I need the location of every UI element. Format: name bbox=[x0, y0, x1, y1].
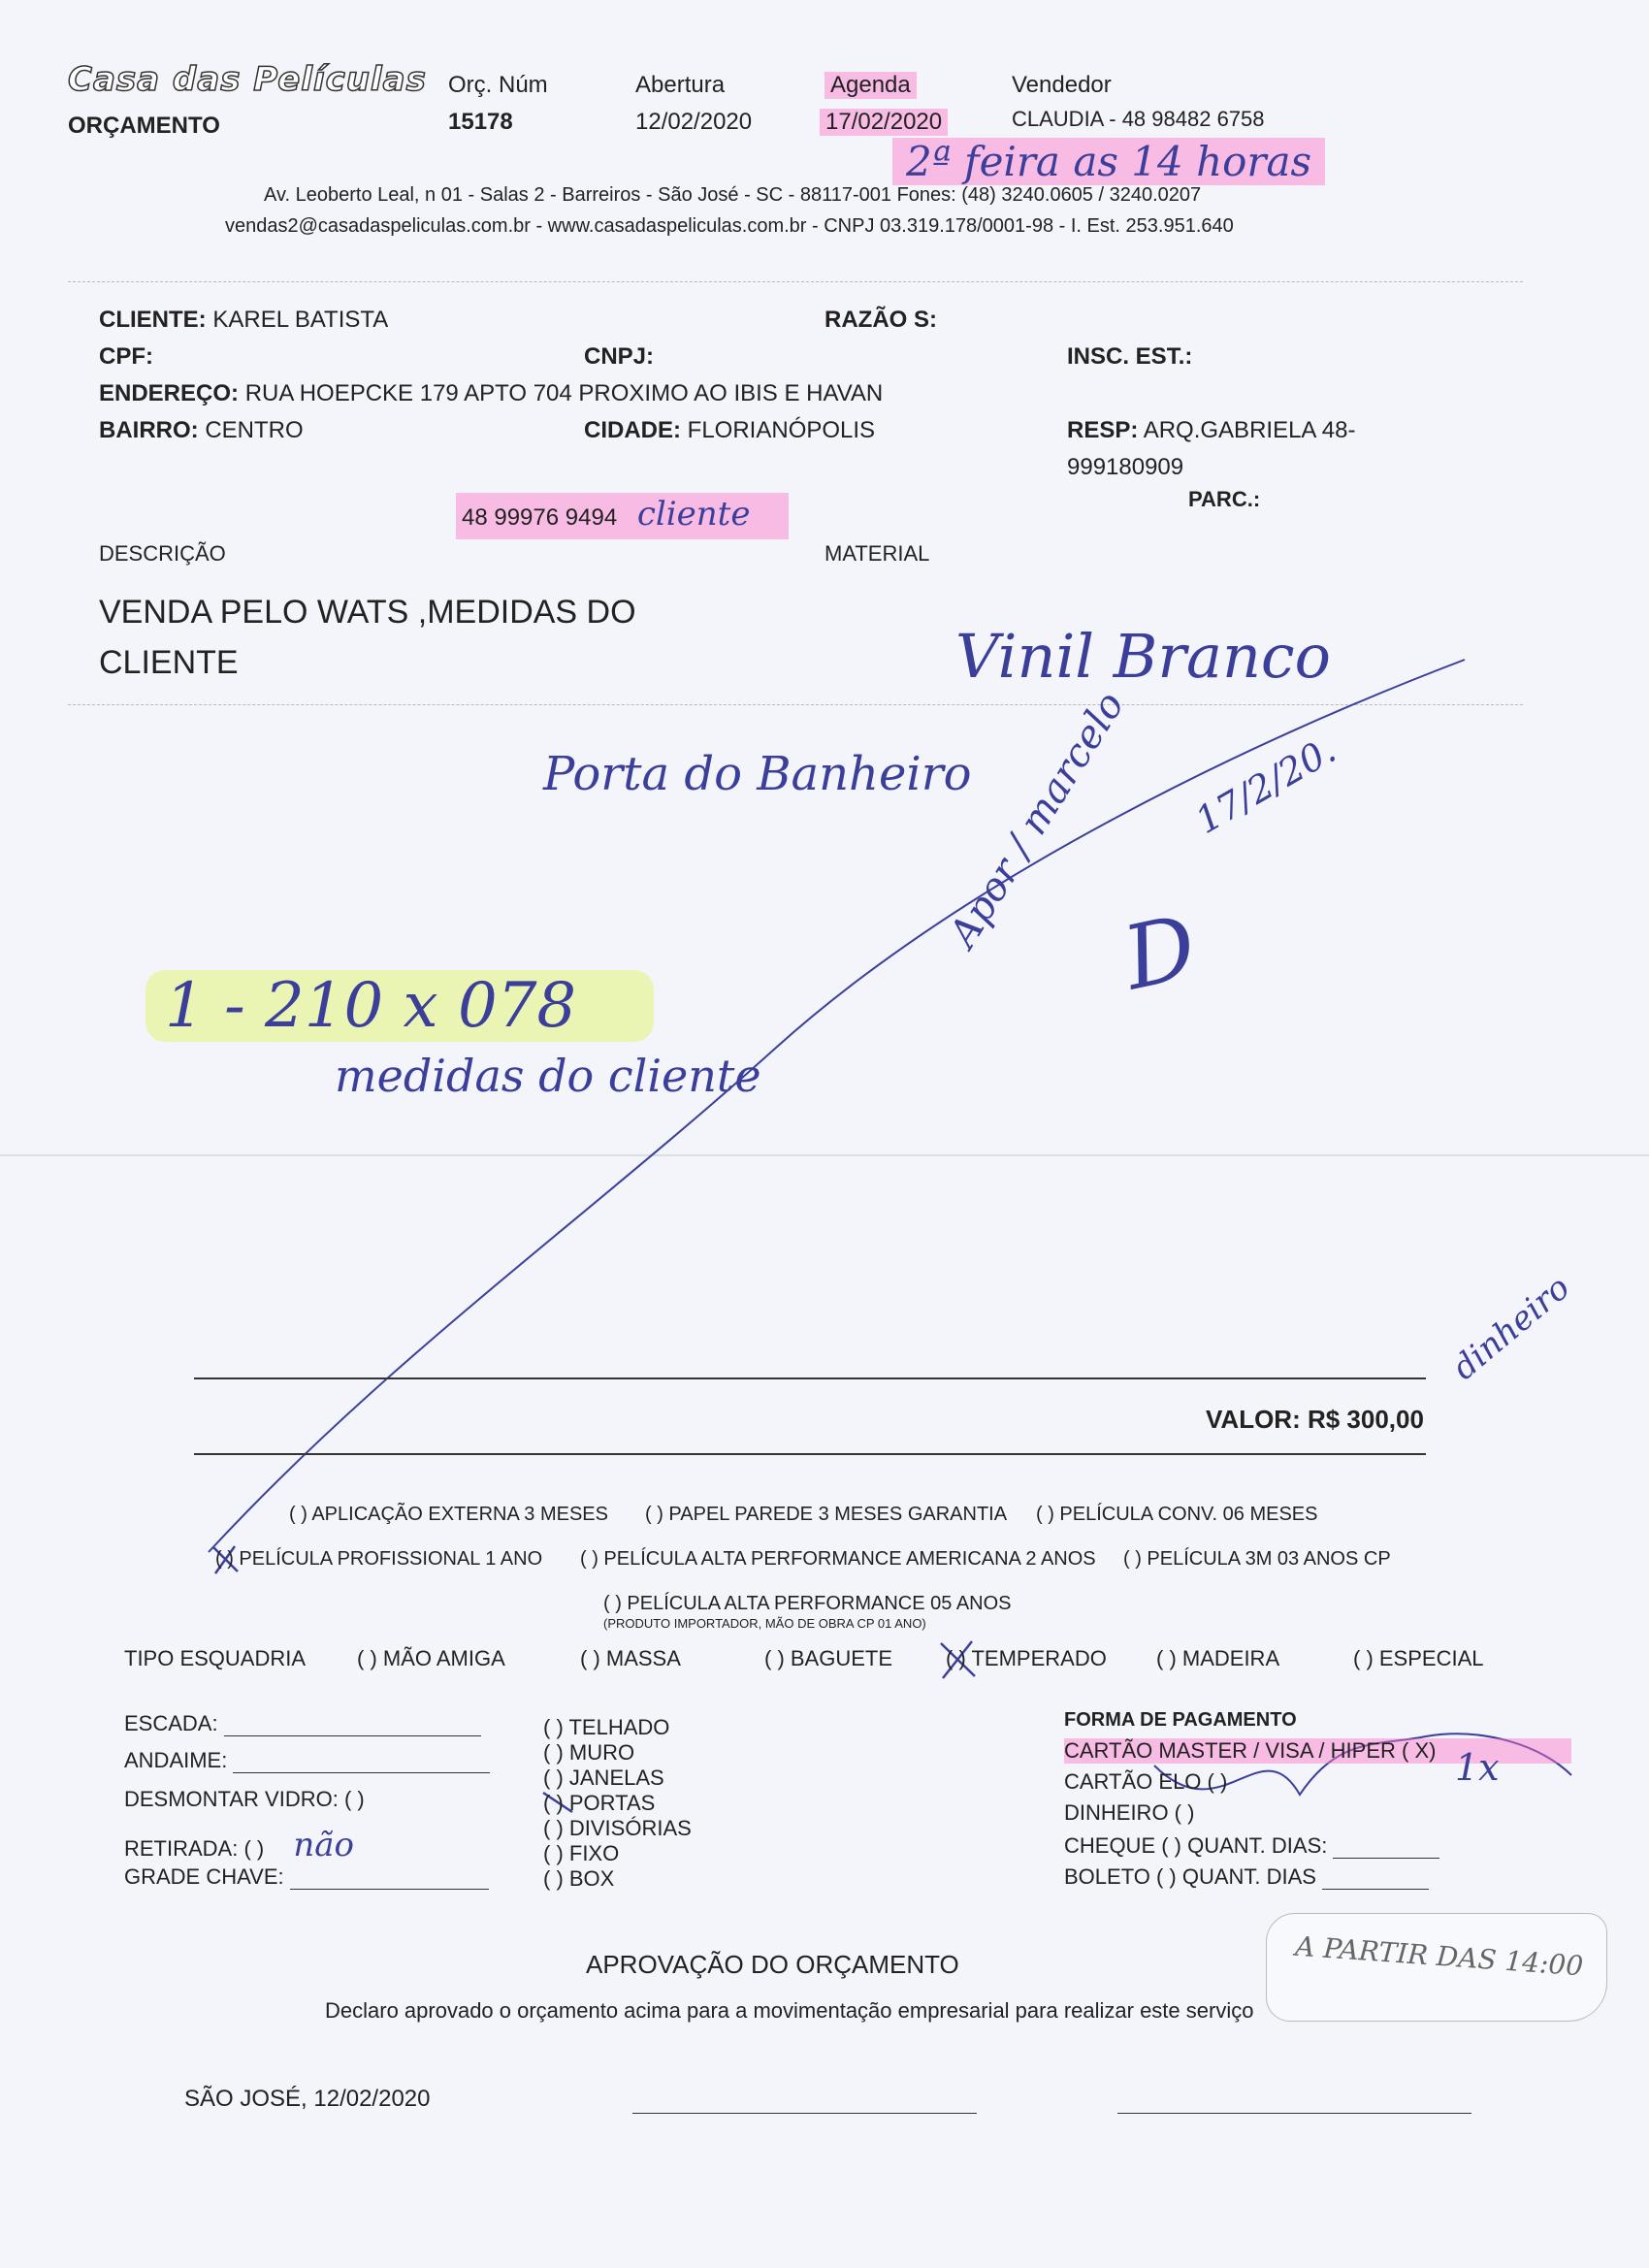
cliente-label: CLIENTE: bbox=[99, 307, 207, 333]
doc-type: ORÇAMENTO bbox=[68, 113, 220, 139]
razao-label: RAZÃO S: bbox=[824, 307, 937, 333]
insc-label: INSC. EST.: bbox=[1067, 343, 1193, 370]
retirada-label: RETIRADA: ( ) bbox=[124, 1836, 265, 1861]
opt-pelicula-alta-performance[interactable]: ( ) PELÍCULA ALTA PERFORMANCE 05 ANOS bbox=[603, 1593, 1012, 1614]
material-label: MATERIAL bbox=[824, 541, 930, 566]
escada-field[interactable] bbox=[124, 1711, 481, 1736]
cpf-label: CPF: bbox=[99, 343, 153, 370]
resp-row bbox=[1067, 417, 1355, 444]
cheque-days-blank[interactable] bbox=[1333, 1838, 1439, 1859]
valor-hand-note: dinheiro bbox=[1445, 1268, 1578, 1388]
parc-label: PARC.: bbox=[1188, 487, 1261, 511]
mid-divisorias[interactable]: ( ) DIVISÓRIAS bbox=[543, 1816, 692, 1840]
agenda-value: 17/02/2020 bbox=[820, 109, 948, 136]
description-divider bbox=[68, 704, 1523, 705]
mid-box[interactable]: ( ) BOX bbox=[543, 1866, 615, 1891]
opt-pelicula-profissional[interactable]: ( ) PELÍCULA PROFISSIONAL 1 ANO bbox=[215, 1548, 543, 1570]
opt-aplicacao-externa[interactable]: ( ) APLICAÇÃO EXTERNA 3 MESES bbox=[289, 1504, 608, 1525]
bairro-label: BAIRRO: bbox=[99, 417, 199, 443]
porta-handwritten: Porta do Banheiro bbox=[543, 747, 972, 801]
client-phone bbox=[456, 493, 789, 539]
vendedor-label: Vendedor bbox=[1012, 72, 1112, 98]
mid-janelas[interactable]: ( ) JANELAS bbox=[543, 1766, 664, 1790]
payment-dinheiro[interactable]: DINHEIRO ( ) bbox=[1064, 1800, 1195, 1825]
valor-bottom-line bbox=[194, 1453, 1426, 1455]
abertura-value: 12/02/2020 bbox=[635, 109, 753, 135]
opt-papel-parede[interactable]: ( ) PAPEL PAREDE 3 MESES GARANTIA bbox=[645, 1504, 1008, 1525]
bairro-row bbox=[99, 417, 304, 444]
payment-master[interactable]: CARTÃO MASTER / VISA / HIPER ( X) bbox=[1064, 1738, 1571, 1764]
boleto-days-blank[interactable] bbox=[1322, 1869, 1429, 1890]
esquadria-temperado[interactable]: ( ) TEMPERADO bbox=[946, 1646, 1107, 1670]
approval-title: APROVAÇÃO DO ORÇAMENTO bbox=[586, 1950, 959, 1979]
approval-handwritten: Apor / marcelo bbox=[941, 684, 1134, 956]
cidade-row bbox=[584, 417, 875, 444]
andaime-blank[interactable] bbox=[233, 1753, 490, 1773]
descricao-label: DESCRIÇÃO bbox=[99, 541, 226, 566]
esquadria-madeira[interactable]: ( ) MADEIRA bbox=[1156, 1646, 1280, 1670]
phone-value: 48 99976 9494 bbox=[462, 504, 618, 531]
description-line-1: VENDA PELO WATS ,MEDIDAS DO bbox=[99, 594, 636, 631]
endereco-value: RUA HOEPCKE 179 APTO 704 PROXIMO AO IBIS E HAVAN bbox=[244, 380, 884, 406]
orc-value: 15178 bbox=[448, 109, 513, 135]
mid-telhado[interactable]: ( ) TELHADO bbox=[543, 1715, 670, 1739]
phone-note: cliente bbox=[636, 495, 751, 534]
esquadria-especial[interactable]: ( ) ESPECIAL bbox=[1353, 1646, 1484, 1670]
resp-label: RESP: bbox=[1067, 417, 1139, 443]
measure-note-handwritten: medidas do cliente bbox=[335, 1050, 761, 1102]
andaime-label: ANDAIME: bbox=[124, 1748, 228, 1772]
endereco-label: ENDEREÇO: bbox=[99, 380, 240, 406]
andaime-field[interactable] bbox=[124, 1748, 490, 1773]
signature-line-1[interactable] bbox=[632, 2113, 977, 2114]
esquadria-baguete[interactable]: ( ) BAGUETE bbox=[764, 1646, 893, 1670]
orc-label: Orç. Núm bbox=[448, 72, 548, 98]
esquadria-mao-amiga[interactable]: ( ) MÃO AMIGA bbox=[357, 1646, 505, 1670]
payment-boleto[interactable] bbox=[1064, 1864, 1429, 1890]
opt-pelicula-americana[interactable]: ( ) PELÍCULA ALTA PERFORMANCE AMERICANA 2 ANOS bbox=[580, 1548, 1096, 1570]
approval-text: Declaro aprovado o orçamento acima para a movimentação empresarial para realizar este serviço bbox=[325, 1998, 1254, 2023]
place-date: SÃO JOSÉ, 12/02/2020 bbox=[184, 2086, 431, 2112]
endereco-row bbox=[99, 380, 883, 407]
header-divider bbox=[68, 281, 1523, 282]
esquadria-massa[interactable]: ( ) MASSA bbox=[580, 1646, 681, 1670]
mid-muro[interactable]: ( ) MURO bbox=[543, 1740, 635, 1765]
measure-handwritten: 1 - 210 x 078 bbox=[146, 970, 654, 1042]
retirada-hand: não bbox=[293, 1826, 354, 1864]
address-line: Av. Leoberto Leal, n 01 - Salas 2 - Barreiros - São José - SC - 88117-001 Fones: (48) 3240.0605 / 3240.0207 bbox=[264, 184, 1202, 206]
mid-portas[interactable]: ( ) PORTAS bbox=[543, 1791, 656, 1815]
payment-hand-1x: 1x bbox=[1455, 1746, 1500, 1789]
vendedor-value: CLAUDIA - 48 98482 6758 bbox=[1012, 107, 1265, 131]
cidade-value: FLORIANÓPOLIS bbox=[687, 417, 876, 443]
grade-field[interactable] bbox=[124, 1864, 489, 1890]
desmontar-field[interactable]: DESMONTAR VIDRO: ( ) bbox=[124, 1787, 365, 1811]
grade-label: GRADE CHAVE: bbox=[124, 1864, 284, 1889]
escada-blank[interactable] bbox=[224, 1716, 481, 1736]
retirada-field[interactable] bbox=[124, 1826, 354, 1864]
sticky-note-text: A PARTIR DAS 14:00 bbox=[1294, 1929, 1585, 1983]
company-logo: Casa das Películas bbox=[68, 60, 427, 99]
cliente-value: KAREL BATISTA bbox=[212, 307, 389, 333]
resp-value-2: 999180909 bbox=[1067, 454, 1184, 480]
handwritten-schedule: 2ª feira as 14 horas bbox=[892, 138, 1325, 185]
paper-fold bbox=[0, 1154, 1649, 1156]
payment-cheque-label: CHEQUE ( ) QUANT. DIAS: bbox=[1064, 1833, 1328, 1858]
payment-elo[interactable]: CARTÃO ELO ( ) bbox=[1064, 1769, 1228, 1794]
valor-total: VALOR: R$ 300,00 bbox=[1206, 1405, 1424, 1434]
approval-date-handwritten: 17/2/20. bbox=[1188, 728, 1343, 843]
esquadria-label: TIPO ESQUADRIA bbox=[124, 1646, 307, 1670]
grade-blank[interactable] bbox=[290, 1869, 489, 1890]
cidade-label: CIDADE: bbox=[584, 417, 681, 443]
opt-pelicula-note: (PRODUTO IMPORTADOR, MÃO DE OBRA CP 01 ANO) bbox=[603, 1616, 926, 1631]
abertura-label: Abertura bbox=[635, 72, 726, 98]
valor-top-line bbox=[194, 1377, 1426, 1379]
opt-pelicula-conv[interactable]: ( ) PELÍCULA CONV. 06 MESES bbox=[1036, 1504, 1318, 1525]
payment-boleto-label: BOLETO ( ) QUANT. DIAS bbox=[1064, 1864, 1316, 1889]
escada-label: ESCADA: bbox=[124, 1711, 218, 1735]
contact-line: vendas2@casadaspeliculas.com.br - www.casadaspeliculas.com.br - CNPJ 03.319.178/0001-98 - I. Est. 253.951.640 bbox=[225, 215, 1234, 237]
material-handwritten: Vinil Branco bbox=[955, 621, 1331, 692]
mid-fixo[interactable]: ( ) FIXO bbox=[543, 1841, 620, 1865]
description-line-2: CLIENTE bbox=[99, 644, 239, 681]
resp-value-1: ARQ.GABRIELA 48- bbox=[1143, 417, 1356, 443]
agenda-label: Agenda bbox=[824, 72, 917, 99]
initial-handwritten: D bbox=[1115, 895, 1206, 1011]
opt-pelicula-3m[interactable]: ( ) PELÍCULA 3M 03 ANOS CP bbox=[1123, 1548, 1391, 1570]
cnpj-label: CNPJ: bbox=[584, 343, 655, 370]
payment-cheque[interactable] bbox=[1064, 1833, 1439, 1859]
cliente-row bbox=[99, 307, 388, 334]
bairro-value: CENTRO bbox=[205, 417, 304, 443]
signature-line-2[interactable] bbox=[1117, 2113, 1471, 2114]
payment-title: FORMA DE PAGAMENTO bbox=[1064, 1709, 1297, 1731]
